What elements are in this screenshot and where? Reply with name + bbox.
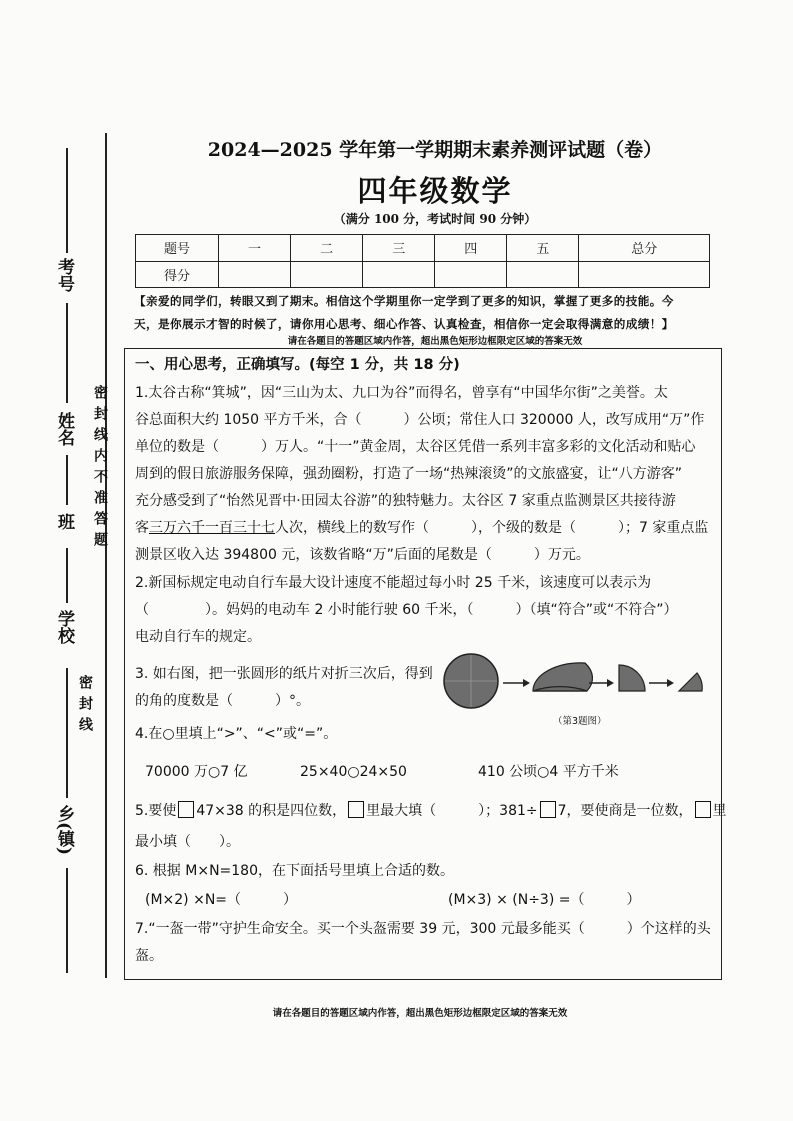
score-header-cell: 二: [291, 235, 363, 262]
section-heading: 一、用心思考，正确填写。(每空 1 分，共 18 分): [135, 357, 460, 373]
q1-line: 测景区收入达 394800 元，该数省略“万”后面的尾数是（ ）万元。: [135, 547, 590, 563]
q3-line: 3. 如右图，把一张圆形的纸片对折三次后，得到: [135, 666, 433, 682]
seal-column: 密封线: [77, 675, 93, 738]
exam-subtitle: 四年级数学: [357, 174, 513, 208]
school-label: 学校: [54, 610, 74, 644]
score-input-cell[interactable]: [363, 261, 435, 288]
q1-line: 谷总面积大约 1050 平方千米，合（ ）公顷；常住人口 320000 人，改写成用“万”作: [135, 412, 705, 428]
score-input-cell[interactable]: [579, 261, 710, 288]
q1-line: 周到的假日旅游服务保障，强劲圈粉，打造了一场“热辣滚烫”的文旅盛宴，让“八方游客”: [135, 466, 683, 482]
q7-line: 盔。: [135, 948, 163, 964]
q4-item: 25×40○24×50: [300, 764, 407, 780]
town-label: 乡(镇): [54, 805, 74, 856]
class-line: [66, 455, 68, 505]
town-line: [66, 668, 68, 798]
q1-text: 客: [135, 520, 149, 536]
q5-text: 7，要使商是一位数，: [557, 803, 693, 819]
q1-text: 人次，横线上的数写作（ ），个级的数是（ ）；7 家重点监: [275, 520, 709, 536]
eighth-circle-shape: [679, 673, 702, 691]
score-header-cell: 总分: [579, 235, 710, 262]
q3-figure: [443, 653, 718, 733]
score-header-cell: 题号: [136, 235, 219, 262]
q3-figure-caption: （第3题图）: [553, 716, 607, 727]
encouragement-line: 天，是你展示才智的时候了，请你用心思考、细心作答、认真检查，相信你一定会取得满意的成绩！】: [134, 317, 674, 331]
blank-box[interactable]: [178, 801, 194, 818]
exam-note: （满分 100 分，考试时间 90 分钟）: [333, 212, 537, 226]
blank-box[interactable]: [348, 801, 364, 818]
quarter-circle-shape: [619, 665, 645, 691]
q1-line: 1.太谷古称“箕城”，因“三山为太、九口为谷”而得名，曾享有“中国华尔街”之美誉。太: [135, 385, 668, 401]
score-input-cell[interactable]: [507, 261, 579, 288]
q5-line: [135, 801, 727, 821]
class-label: 班: [54, 513, 74, 530]
encouragement-line: 【亲爱的同学们，转眼又到了期末。相信这个学期里你一定学到了更多的知识，掌握了更多的技能。今: [134, 294, 674, 308]
score-header-cell: 一: [219, 235, 291, 262]
blank-box[interactable]: [540, 801, 556, 818]
score-input-cell[interactable]: [291, 261, 363, 288]
q6-line: 6. 根据 M×N=180，在下面括号里填上合适的数。: [135, 863, 454, 879]
q3-line: 的角的度数是（ ）°。: [135, 693, 310, 709]
q1-line: 充分感受到了“怡然见晋中·田园太谷游”的独特魅力。太谷区 7 家重点监测景区共接待游: [135, 493, 676, 509]
q7-line: 7.“一盔一带”守护生命安全。买一个头盔需要 39 元，300 元最多能买（ ）个这样的头: [135, 921, 711, 937]
q4-item: 410 公顷○4 平方千米: [478, 764, 619, 780]
exam-title: 2024—2025 学年第一学期期末素养测评试题（卷）: [207, 139, 663, 161]
q4-item: 70000 万○7 亿: [145, 764, 248, 780]
town-line-2: [66, 868, 68, 973]
answer-area-warning-bottom: 请在各题目的答题区域内作答，超出黑色矩形边框限定区域的答案无效: [272, 1008, 568, 1019]
score-input-cell[interactable]: [435, 261, 507, 288]
q2-line: （ ）。妈妈的电动车 2 小时能行驶 60 千米，（ ）（填“符合”或“不符合”）: [135, 602, 678, 618]
kaohao-label: 考号: [54, 258, 74, 292]
school-line: [66, 548, 68, 603]
q5-text: 里最大填（ ）；381÷: [366, 803, 538, 819]
circle-paper-shape: [444, 654, 498, 708]
name-label: 姓名: [54, 412, 74, 446]
q4-line: 4.在○里填上“>”、“<”或“=”。: [135, 726, 338, 742]
blank-box[interactable]: [695, 801, 711, 818]
q6-item: (M×3) × (N÷3) =（ ）: [448, 892, 641, 908]
score-input-cell[interactable]: [219, 261, 291, 288]
q1-underlined-number: 三万六千一百三十七: [149, 520, 275, 536]
score-header-cell: 三: [363, 235, 435, 262]
arrow-right-icon: [503, 679, 530, 687]
arrow-right-icon: [649, 679, 674, 687]
q6-item: (M×2) ×N=（ ）: [145, 892, 298, 908]
score-table: [135, 234, 710, 288]
semicircle-shape: [533, 663, 592, 691]
seal-notice-column: 密封线内不准答题: [92, 385, 108, 553]
kaohao-line: [66, 148, 68, 253]
score-header-cell: 五: [507, 235, 579, 262]
q1-line: 单位的数是（ ）万人。“十一”黄金周，太谷区凭借一系列丰富多彩的文化活动和贴心: [135, 439, 696, 455]
q2-line: 电动自行车的规定。: [135, 629, 261, 645]
score-row-label: 得分: [136, 261, 219, 288]
binding-line: [105, 133, 107, 978]
q5-text: 里: [712, 803, 727, 819]
q2-line: 2.新国标规定电动自行车最大设计速度不能超过每小时 25 千米，该速度可以表示为: [135, 575, 652, 591]
encouragement-text: [134, 290, 728, 336]
q5-text: 5.要使: [135, 803, 177, 819]
name-line: [66, 303, 68, 403]
answer-area-warning-top: 请在各题目的答题区域内作答，超出黑色矩形边框限定区域的答案无效: [287, 336, 583, 347]
score-table-row: [136, 235, 710, 262]
q5-text: 47×38 的积是四位数，: [196, 803, 347, 819]
score-header-cell: 四: [435, 235, 507, 262]
q5-line: 最小填（ ）。: [135, 834, 240, 850]
q1-line: [135, 518, 708, 538]
score-table-row: [136, 261, 710, 288]
